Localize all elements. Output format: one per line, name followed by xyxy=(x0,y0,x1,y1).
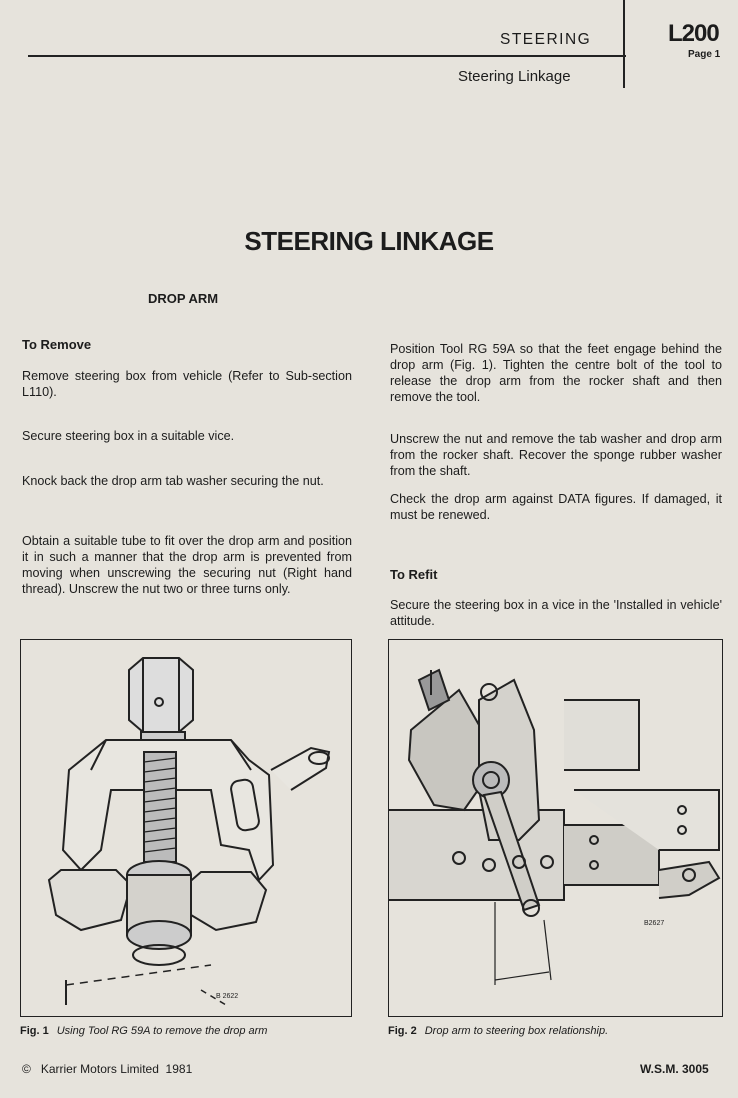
paragraph: Obtain a suitable tube to fit over the drop arm and position it in such a manner that the drop arm is prevented from moving when unscrewing the securing nut (Right hand thread). Unscrew the nut two or three turns only. xyxy=(22,534,352,596)
figure-2 xyxy=(388,639,723,1017)
paragraph: Remove steering box from vehicle (Refer to Sub-section L110). xyxy=(22,369,352,399)
section-title: STEERING xyxy=(500,31,592,48)
figure-label: Fig. 2 xyxy=(388,1025,417,1037)
refit-heading: To Refit xyxy=(390,567,438,582)
figure-1 xyxy=(20,639,352,1017)
figure-2-caption xyxy=(388,1025,723,1037)
document-code: L200 xyxy=(668,20,719,47)
remove-heading: To Remove xyxy=(22,337,92,352)
paragraph: Secure steering box in a suitable vice. xyxy=(22,429,235,443)
subsection-title: Steering Linkage xyxy=(458,68,571,85)
page-number: Page 1 xyxy=(688,49,721,60)
figure-label: Fig. 1 xyxy=(20,1025,49,1037)
paragraph: Knock back the drop arm tab washer securing the nut. xyxy=(22,474,324,488)
figure-ref: B2627 xyxy=(644,920,665,927)
page-title: STEERING LINKAGE xyxy=(244,226,494,256)
paragraph: Position Tool RG 59A so that the feet engage behind the drop arm (Fig. 1). Tighten the centre bolt of the tool to release the drop arm from the rocker shaft and then remove the tool. xyxy=(390,342,722,404)
paragraph: Check the drop arm against DATA figures. If damaged, it must be renewed. xyxy=(390,492,722,522)
steering-box-illustration xyxy=(389,640,722,1016)
figure-1-caption xyxy=(20,1025,355,1037)
sub-heading: DROP ARM xyxy=(148,291,219,306)
header-divider xyxy=(623,0,625,88)
figure-ref: B 2622 xyxy=(216,993,239,1000)
figure-caption-text: Using Tool RG 59A to remove the drop arm xyxy=(56,1025,268,1037)
drop-arm-puller-illustration xyxy=(21,640,351,1016)
figure-caption-text: Drop arm to steering box relationship. xyxy=(424,1025,609,1037)
paragraph: Unscrew the nut and remove the tab washer and drop arm from the rocker shaft. Recover the sponge rubber washer from the shaft. xyxy=(390,432,722,478)
paragraph: Secure the steering box in a vice in the 'Installed in vehicle' attitude. xyxy=(390,598,722,628)
header-rule xyxy=(28,55,626,57)
document-reference: W.S.M. 3005 xyxy=(640,1062,709,1076)
copyright: © Karrier Motors Limited 1981 xyxy=(22,1062,193,1076)
